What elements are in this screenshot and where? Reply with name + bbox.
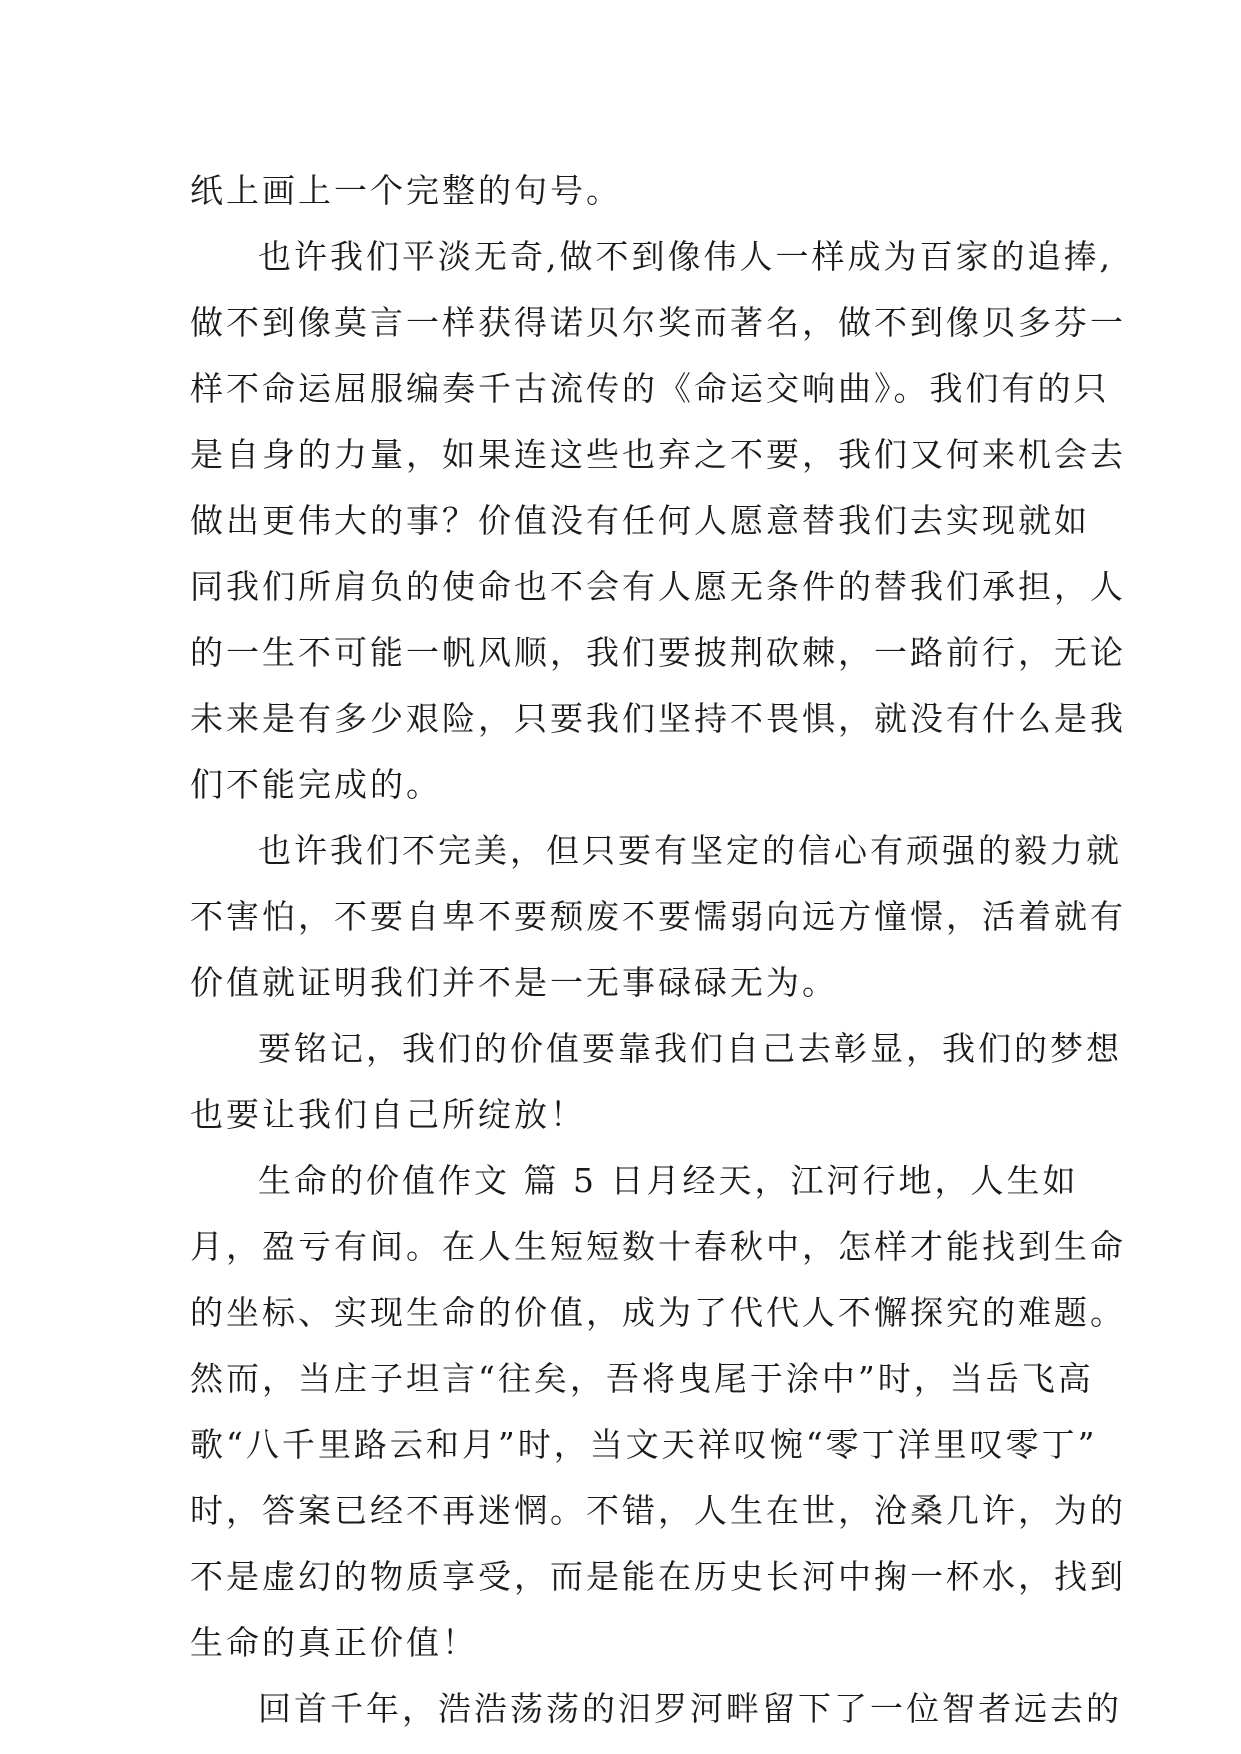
document-body xyxy=(190,158,1126,1742)
text-line: 们不能完成的。 xyxy=(190,765,442,804)
text-line: 的坐标、实现生命的价值，成为了代代人不懈探究的难题。 xyxy=(190,1293,1126,1332)
text-line: 回首千年，浩浩荡荡的汨罗河畔留下了一位智者远去的 xyxy=(258,1689,1122,1728)
text-line: 月，盈亏有间。在人生短短数十春秋中，怎样才能找到生命 xyxy=(190,1227,1126,1266)
text-line: 纸上画上一个完整的句号。 xyxy=(190,171,622,210)
text-line: 做不到像莫言一样获得诺贝尔奖而著名，做不到像贝多芬一 xyxy=(190,303,1126,342)
text-line: 是自身的力量，如果连这些也弃之不要，我们又何来机会去 xyxy=(190,435,1126,474)
text-line: 生命的价值作文 篇 5 日月经天，江河行地，人生如 xyxy=(258,1161,1079,1200)
text-line: 然而，当庄子坦言“往矣，吾将曳尾于涂中”时，当岳飞高 xyxy=(190,1359,1094,1398)
text-line: 时，答案已经不再迷惘。不错，人生在世，沧桑几许，为的 xyxy=(190,1491,1126,1530)
text-line: 也许我们不完美，但只要有坚定的信心有顽强的毅力就 xyxy=(258,831,1122,870)
text-line: 不是虚幻的物质享受，而是能在历史长河中掬一杯水，找到 xyxy=(190,1557,1126,1596)
text-line: 的一生不可能一帆风顺，我们要披荆砍棘，一路前行，无论 xyxy=(190,633,1126,672)
text-line: 也要让我们自己所绽放！ xyxy=(190,1095,586,1134)
text-line: 要铭记，我们的价值要靠我们自己去彰显，我们的梦想 xyxy=(258,1029,1122,1068)
text-line: 不害怕，不要自卑不要颓废不要懦弱向远方憧憬，活着就有 xyxy=(190,897,1126,936)
text-line: 也许我们平淡无奇,做不到像伟人一样成为百家的追捧, xyxy=(258,237,1113,276)
text-line: 生命的真正价值！ xyxy=(190,1623,478,1662)
text-line: 同我们所肩负的使命也不会有人愿无条件的替我们承担，人 xyxy=(190,567,1126,606)
text-line: 未来是有多少艰险，只要我们坚持不畏惧，就没有什么是我 xyxy=(190,699,1126,738)
text-line: 做出更伟大的事？价值没有任何人愿意替我们去实现就如 xyxy=(190,501,1090,540)
text-line: 歌“八千里路云和月”时，当文天祥叹惋“零丁洋里叹零丁” xyxy=(190,1425,1098,1464)
text-line: 样不命运屈服编奏千古流传的《命运交响曲》。我们有的只 xyxy=(190,369,1110,408)
text-line: 价值就证明我们并不是一无事碌碌无为。 xyxy=(190,963,838,1002)
